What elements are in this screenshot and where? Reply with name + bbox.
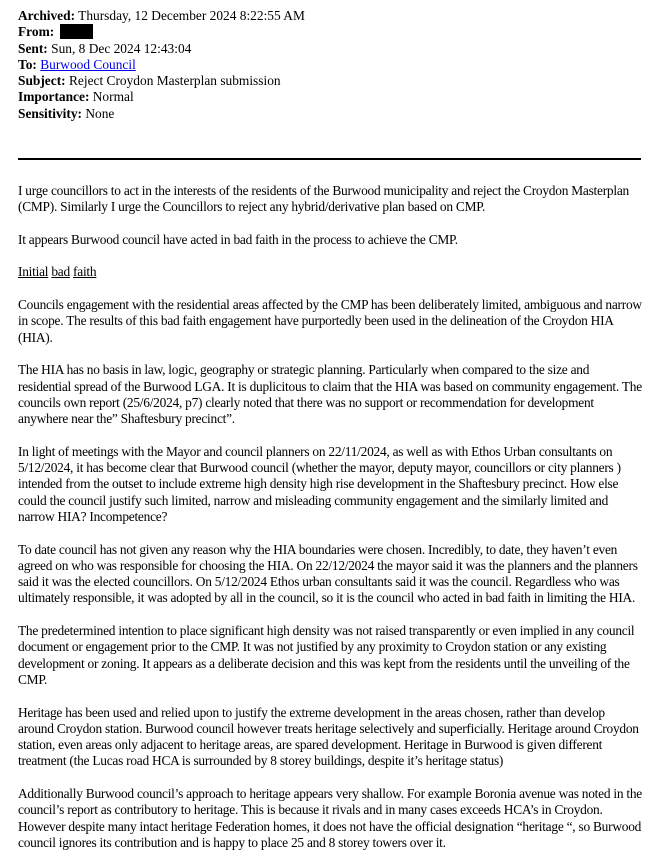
paragraph-8: Heritage has been used and relied upon to justify the extreme development in the areas chosen, rather than develop around Croydon station. Burwood council however treats heritage selectively and superficially. Heritage around Croydon station, even areas only adjacent to heritage areas, are spared development. Heritage in Burwood is given different treatment (the Lucas road HCA is surrounded by 8 storey buildings, despite it’s heritage status) (18, 704, 639, 769)
paragraph-3: Councils engagement with the residential areas affected by the CMP has been deliberately limited, ambiguous and narrow in scope. The results of this bad faith engagement have purportedly been used in the delineation of the Croydon HIA (HIA). (18, 297, 642, 345)
importance-value: Normal (92, 89, 134, 105)
sensitivity-value: None (85, 105, 115, 121)
heading-word-1: Initial (18, 264, 49, 280)
archived-value: Thursday, 12 December 2024 8:22:55 AM (78, 8, 305, 23)
paragraph-7: The predetermined intention to place significant high density was not raised transparently or even implied in any council document or engagement prior to the CMP. It was not justified by any proximity to Croydon station or any existing development or zoning. It appears as a deliberate decision and this was kept from the residents until the unveiling of the CMP. (18, 623, 635, 687)
archived-row (18, 8, 305, 24)
paragraph-4: The HIA has no basis in law, logic, geography or strategic planning. Particularly when compared to the size and residential spread of the Burwood LGA. It is duplicitous to claim that the HIA was based on community engagement. The councils own report (25/6/2024, p7) clearly noted that there was no support or recommendation for development anywhere near the” Shaftesbury precinct”. (18, 362, 642, 427)
email-body (18, 183, 643, 867)
sent-value: Sun, 8 Dec 2024 12:43:04 (51, 40, 192, 56)
importance-label: Importance: (18, 89, 90, 105)
importance-row (18, 89, 305, 105)
paragraph-1: I urge councillors to act in the interests of the residents of the Burwood municipality and reject the Croydon Masterplan (CMP). Similarly I urge the Councillors to reject any hybrid/derivative plan based on CMP. (18, 183, 629, 215)
heading-word-2: bad (51, 264, 70, 280)
paragraph-5: In light of meetings with the Mayor and council planners on 22/11/2024, as well as with Ethos Urban consultants on 5/12/2024, it has become clear that Burwood council (whether the mayor, deputy mayor, councillors or city planners ) intended from the outset to include extreme high density high rise development in the Shaftesbury precinct. How else could the council justify such limited, narrow and misleading community engagement and the similarly limited and narrow HIA? Incompetence? (18, 443, 621, 524)
paragraph-2: It appears Burwood council have acted in bad faith in the process to achieve the CMP. (18, 231, 458, 247)
paragraph-6: To date council has not given any reason why the HIA boundaries were chosen. Incredibly, to date, they haven’t even agreed on who was responsible for choosing the HIA. On 22/12/2024 the mayor said it was the planners and the planners said it was the elected councillors. On 5/12/2024 Ethos urban consultants said it was the council. Regardless who was ultimately responsible, it was adopted by all in the council, so it is the council who acted in bad faith in limiting the HIA. (18, 541, 638, 606)
subject-label: Subject: (18, 73, 66, 89)
archived-label: Archived: (18, 8, 76, 23)
subject-row (18, 73, 305, 89)
recipient-link[interactable]: Burwood Council (40, 56, 136, 72)
header-divider (18, 158, 641, 160)
heading-word-3: faith (73, 264, 97, 280)
section-heading (18, 264, 643, 280)
from-row (18, 24, 305, 40)
sent-row (18, 41, 305, 57)
sensitivity-label: Sensitivity: (18, 105, 82, 121)
to-label: To: (18, 56, 37, 72)
paragraph-9: Additionally Burwood council’s approach to heritage appears very shallow. For example Boronia avenue was noted in the council’s report as contributory to heritage. This is because it rivals and in many cases exceeds HCA’s in Croydon. However despite many intact heritage Federation homes, it does not have the official designation “heritage “, so Burwood council ignores its contribution and is happy to place 25 and 8 storey towers over it. (18, 785, 642, 850)
to-row (18, 57, 305, 73)
sent-label: Sent: (18, 40, 48, 56)
email-header (18, 8, 305, 122)
sensitivity-row (18, 106, 305, 122)
subject-value: Reject Croydon Masterplan submission (68, 73, 281, 89)
from-label: From: (18, 24, 55, 40)
redacted-sender (60, 24, 93, 39)
